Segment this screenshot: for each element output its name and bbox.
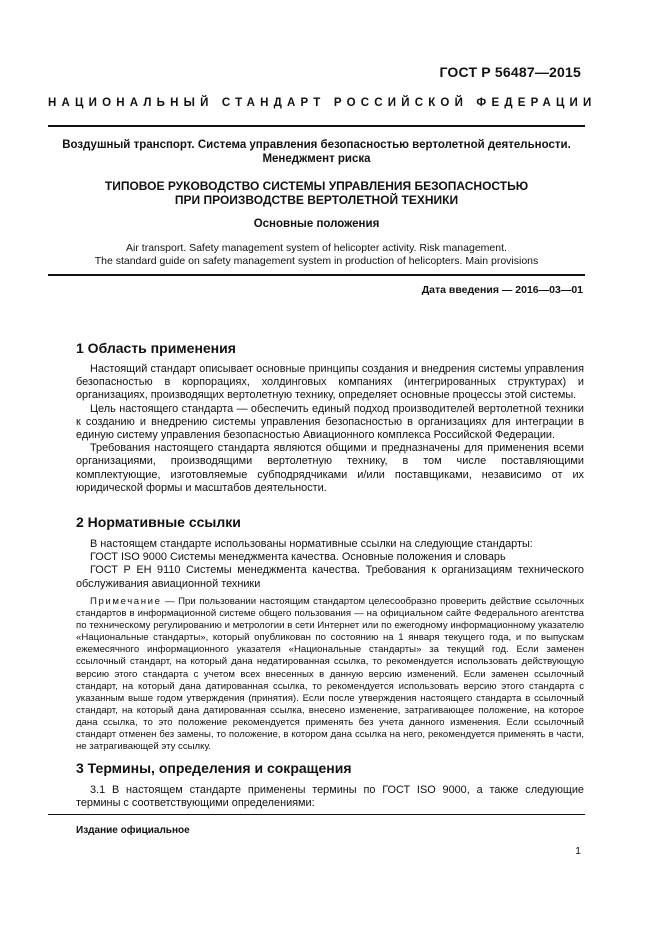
title-main-line-2: ПРИ ПРОИЗВОДСТВЕ ВЕРТОЛЕТНОЙ ТЕХНИКИ (174, 193, 459, 207)
paragraph: Требования настоящего стандарта являются общими и предназначены для применения всеми организациями, производящими вертолетную технику, в том числе поставляющими комплектующие, изготовляемые субподрядчиками и/или поставщиками, независимо от их юридической формы и масштабов деятельности. (76, 442, 584, 494)
title-english-line-1: Air transport. Safety management system of helicopter activity. Risk management. (126, 242, 507, 254)
title-divider (48, 274, 585, 276)
paragraph: В настоящем стандарте использованы нормативные ссылки на следующие стандарты: (90, 538, 533, 550)
title-main (48, 179, 585, 207)
title-subtitle: Основные положения (253, 218, 380, 230)
paragraph: Настоящий стандарт описывает основные принципы создания и внедрения системы управления безопасностью в корпорациях, холдинговых компаниях (интегрированных структурах) и организациях, производящих вертолетную технику, определяет основные процессы этой системы. (76, 363, 584, 402)
paragraph: ГОСТ ISO 9000 Системы менеджмента качества. Основные положения и словарь (90, 551, 506, 564)
section-3-heading: 3 Термины, определения и сокращения (76, 760, 352, 776)
standard-code: ГОСТ Р 56487—2015 (439, 64, 581, 80)
note-text: — При пользовании настоящим стандартом целесообразно проверить действие ссылочных стандартов в информационной системе общего пользования — на официальном сайте Федерального агентства по техническому регулированию и метрологии в сети Интернет или по ежегодному информационному указателю «Национальные стандарты», который опубликован по состоянию на 1 января текущего года, и по выпускам ежемесячного информационного указателя «Национальные стандарты» за текущий год. Если заменен ссылочный стандарт, на который дана недатированная ссылка, то рекомендуется использовать действующую версию этого стандарта с учетом всех внесенных в данную версию изменений. Если заменен ссылочный стандарт, на который дана датированная ссылка, то рекомендуется использовать версию этого стандарта с указанным выше годом утверждения (принятия). Если после утверждения настоящего стандарта в ссылочный стандарт, на который дана датированная ссылка, внесено изменение, затрагивающее положение, на которое дана ссылка, то это положение рекомендуется применять без учета данного изменения. Если ссылочный стандарт отменен без замены, то положение, в котором дана ссылка на него, рекомендуется применять в части, не затрагивающей эту ссылку. (76, 596, 584, 753)
title-english (48, 242, 585, 268)
top-divider (48, 125, 585, 127)
section-1-body (76, 363, 584, 495)
section-2-body (76, 538, 584, 591)
section-3-body (76, 784, 584, 810)
footer-divider (48, 814, 585, 815)
title-russian (48, 138, 585, 166)
title-main-line-1: ТИПОВОЕ РУКОВОДСТВО СИСТЕМЫ УПРАВЛЕНИЯ БЕЗОПАСНОСТЬЮ (104, 179, 529, 193)
section-1-heading: 1 Область применения (76, 340, 236, 356)
paragraph: 3.1 В настоящем стандарте применены термины по ГОСТ ISO 9000, а также следующие термины с соответствующими определениями: (76, 784, 584, 810)
note-label: Примечание (90, 596, 162, 607)
note (76, 596, 584, 753)
paragraph: ГОСТ Р ЕН 9110 Системы менеджмента качества. Требования к организациям технического обслуживания авиационной техники (76, 564, 584, 590)
paragraph: Цель настоящего стандарта — обеспечить единый подход производителей вертолетной техники к созданию и внедрению системы управления безопасностью в организациях для интеграции в единую систему управления безопасностью Авиационного комплекса Российской Федерации. (76, 402, 584, 442)
official-edition-label: Издание официальное (76, 825, 190, 836)
title-russian-line-2: Менеджмент риска (262, 153, 371, 165)
page-number: 1 (575, 845, 581, 857)
national-standard-title: НАЦИОНАЛЬНЫЙ СТАНДАРТ РОССИЙСКОЙ ФЕДЕРАЦИИ (48, 97, 597, 109)
section-2-heading: 2 Нормативные ссылки (76, 514, 241, 530)
title-english-line-2: The standard guide on safety management system in production of helicopters. Main provisions (94, 255, 539, 267)
introduction-date: Дата введения — 2016—03—01 (421, 284, 583, 296)
title-russian-line-1: Воздушный транспорт. Система управления безопасностью вертолетной деятельности. (62, 139, 571, 151)
